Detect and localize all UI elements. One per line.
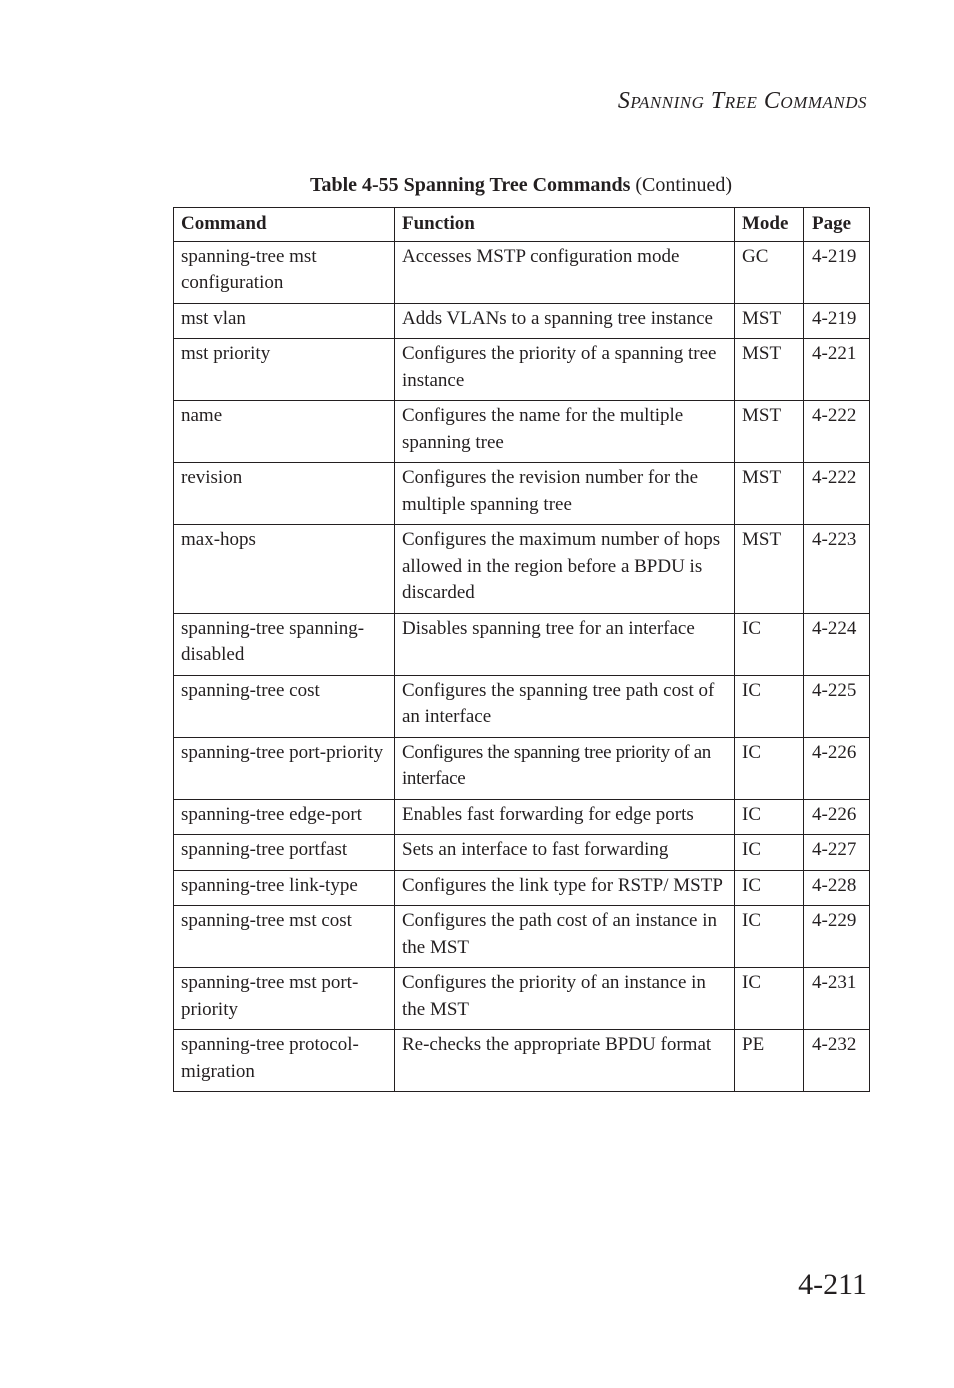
cell-command: spanning-tree cost	[174, 675, 395, 737]
cell-function: Adds VLANs to a spanning tree instance	[395, 303, 735, 339]
cell-function: Configures the spanning tree path cost of an interface	[395, 675, 735, 737]
cell-mode: MST	[735, 463, 804, 525]
cell-command: spanning-tree portfast	[174, 835, 395, 871]
table-row	[174, 737, 870, 799]
cell-mode: IC	[735, 613, 804, 675]
cell-function: Configures the name for the multiple spanning tree	[395, 401, 735, 463]
table-row	[174, 339, 870, 401]
cell-command: max-hops	[174, 525, 395, 614]
cell-mode: IC	[735, 675, 804, 737]
column-header-page: Page	[804, 208, 870, 242]
cell-page: 4-223	[804, 525, 870, 614]
cell-function: Re-checks the appropriate BPDU format	[395, 1030, 735, 1092]
cell-mode: IC	[735, 968, 804, 1030]
cell-function: Disables spanning tree for an interface	[395, 613, 735, 675]
table-caption-suffix: (Continued)	[635, 174, 733, 196]
cell-mode: IC	[735, 870, 804, 906]
table-row	[174, 241, 870, 303]
table-header-row	[174, 208, 870, 242]
cell-function: Configures the revision number for the multiple spanning tree	[395, 463, 735, 525]
cell-command: spanning-tree mst cost	[174, 906, 395, 968]
cell-page: 4-219	[804, 241, 870, 303]
cell-mode: GC	[735, 241, 804, 303]
cell-page: 4-224	[804, 613, 870, 675]
cell-function: Sets an interface to fast forwarding	[395, 835, 735, 871]
table-row	[174, 835, 870, 871]
spanning-tree-commands-table	[173, 207, 870, 1092]
cell-mode: PE	[735, 1030, 804, 1092]
cell-command: name	[174, 401, 395, 463]
cell-mode: MST	[735, 339, 804, 401]
cell-command: revision	[174, 463, 395, 525]
cell-function: Accesses MSTP configuration mode	[395, 241, 735, 303]
cell-command: spanning-tree mst configuration	[174, 241, 395, 303]
cell-mode: IC	[735, 737, 804, 799]
table-row	[174, 799, 870, 835]
cell-page: 4-228	[804, 870, 870, 906]
column-header-function: Function	[395, 208, 735, 242]
cell-mode: MST	[735, 525, 804, 614]
cell-command: spanning-tree edge-port	[174, 799, 395, 835]
table-row	[174, 401, 870, 463]
cell-function: Configures the maximum number of hops allowed in the region before a BPDU is discarded	[395, 525, 735, 614]
cell-command: mst priority	[174, 339, 395, 401]
cell-command: mst vlan	[174, 303, 395, 339]
cell-page: 4-222	[804, 463, 870, 525]
cell-mode: IC	[735, 835, 804, 871]
cell-page: 4-227	[804, 835, 870, 871]
cell-page: 4-226	[804, 799, 870, 835]
cell-mode: IC	[735, 799, 804, 835]
table-body	[174, 241, 870, 1092]
table-row	[174, 303, 870, 339]
table-row	[174, 613, 870, 675]
table-caption	[173, 174, 869, 197]
cell-page: 4-226	[804, 737, 870, 799]
cell-mode: IC	[735, 906, 804, 968]
table-row	[174, 968, 870, 1030]
cell-page: 4-221	[804, 339, 870, 401]
cell-function: Configures the path cost of an instance in the MST	[395, 906, 735, 968]
cell-page: 4-231	[804, 968, 870, 1030]
cell-function: Configures the link type for RSTP/ MSTP	[395, 870, 735, 906]
table-row	[174, 906, 870, 968]
column-header-command: Command	[174, 208, 395, 242]
cell-mode: MST	[735, 401, 804, 463]
cell-command: spanning-tree mst port-priority	[174, 968, 395, 1030]
table-row	[174, 463, 870, 525]
running-header: Spanning Tree Commands	[617, 88, 867, 114]
table-caption-label: Table 4-55 Spanning Tree Commands	[309, 174, 631, 196]
cell-command: spanning-tree spanning-disabled	[174, 613, 395, 675]
cell-page: 4-229	[804, 906, 870, 968]
cell-page: 4-219	[804, 303, 870, 339]
cell-function: Enables fast forwarding for edge ports	[395, 799, 735, 835]
cell-command: spanning-tree link-type	[174, 870, 395, 906]
cell-mode: MST	[735, 303, 804, 339]
page-number: 4-211	[798, 1268, 867, 1301]
cell-command: spanning-tree port-priority	[174, 737, 395, 799]
cell-function: Configures the priority of a spanning tree instance	[395, 339, 735, 401]
cell-command: spanning-tree protocol-migration	[174, 1030, 395, 1092]
cell-page: 4-232	[804, 1030, 870, 1092]
cell-page: 4-225	[804, 675, 870, 737]
table-row	[174, 525, 870, 614]
table-row	[174, 1030, 870, 1092]
cell-function: Configures the priority of an instance in the MST	[395, 968, 735, 1030]
cell-page: 4-222	[804, 401, 870, 463]
table-row	[174, 675, 870, 737]
table-row	[174, 870, 870, 906]
column-header-mode: Mode	[735, 208, 804, 242]
cell-function: Configures the spanning tree priority of an interface	[395, 737, 735, 799]
